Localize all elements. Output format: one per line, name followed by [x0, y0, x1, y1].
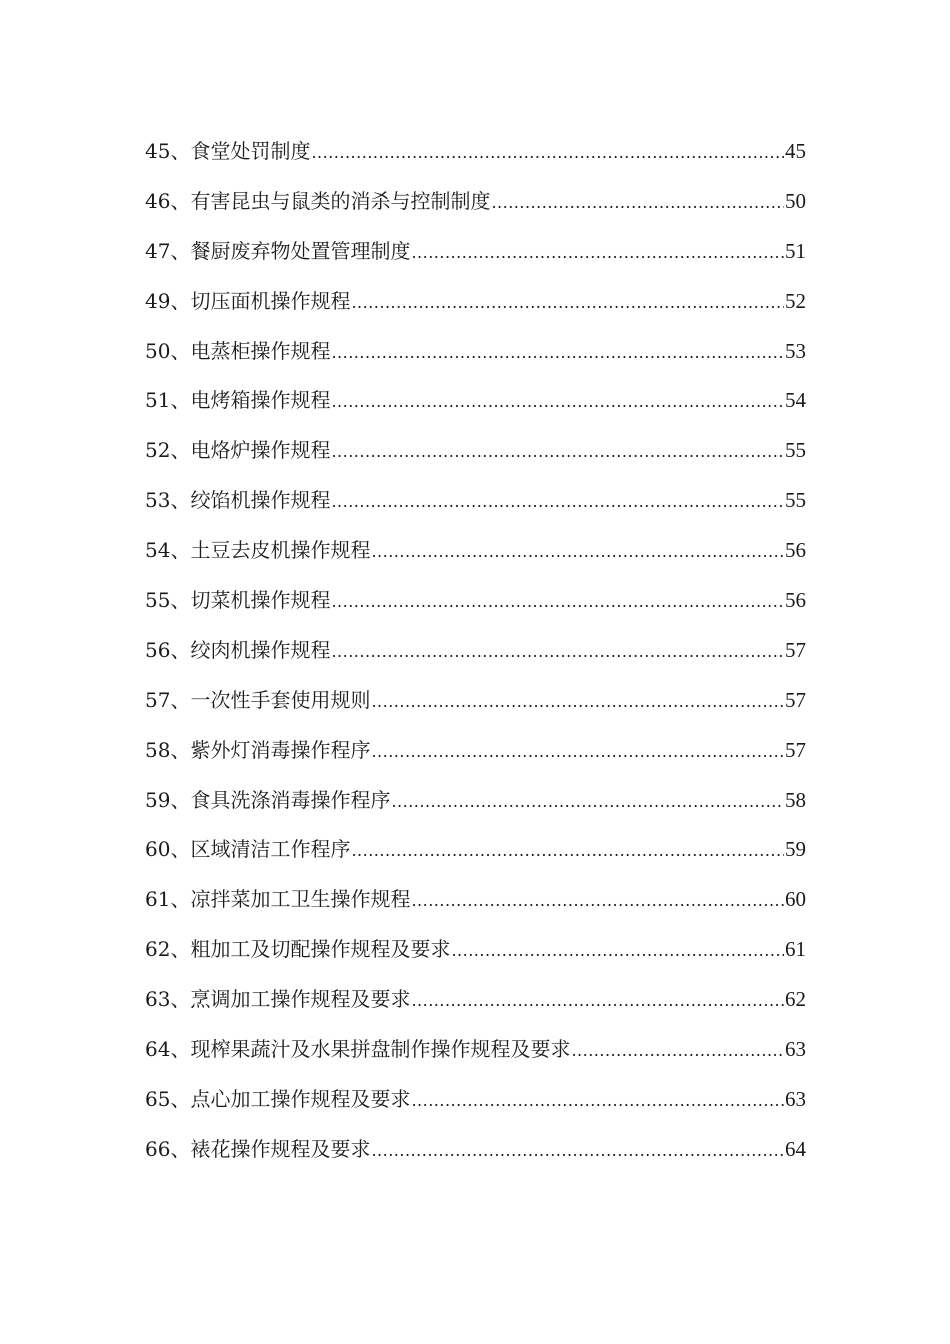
toc-entry-page: 52 [785, 288, 806, 313]
toc-dot-leader [411, 236, 784, 270]
toc-entry[interactable] [145, 832, 806, 882]
table-of-contents [145, 134, 806, 1182]
toc-entry[interactable] [145, 533, 806, 583]
toc-dot-leader [311, 136, 784, 170]
toc-entry-title: 59、食具洗涤消毒操作程序 [145, 787, 391, 812]
toc-dot-leader [331, 585, 784, 619]
toc-entry-page: 50 [785, 188, 806, 213]
toc-entry[interactable] [145, 433, 806, 483]
toc-entry[interactable] [145, 982, 806, 1032]
toc-entry[interactable] [145, 733, 806, 783]
toc-entry-page: 56 [785, 588, 806, 613]
toc-entry-page: 60 [785, 887, 806, 912]
toc-entry[interactable] [145, 334, 806, 384]
toc-entry-page: 61 [785, 937, 806, 962]
toc-dot-leader [331, 435, 784, 469]
toc-entry-page: 57 [785, 687, 806, 712]
toc-entry-title: 65、点心加工操作规程及要求 [145, 1086, 411, 1111]
toc-entry-title: 61、凉拌菜加工卫生操作规程 [145, 887, 411, 912]
toc-entry[interactable] [145, 1132, 806, 1182]
toc-dot-leader [451, 934, 784, 968]
toc-entry[interactable] [145, 284, 806, 334]
toc-entry[interactable] [145, 683, 806, 733]
toc-entry-page: 51 [785, 238, 806, 263]
toc-entry-page: 54 [785, 388, 806, 413]
toc-entry[interactable] [145, 383, 806, 433]
toc-entry[interactable] [145, 483, 806, 533]
toc-dot-leader [351, 834, 784, 868]
toc-entry[interactable] [145, 234, 806, 284]
toc-entry-page: 63 [785, 1037, 806, 1062]
toc-dot-leader [411, 984, 784, 1018]
toc-dot-leader [331, 385, 784, 419]
toc-dot-leader [391, 785, 784, 819]
toc-entry[interactable] [145, 932, 806, 982]
toc-entry[interactable] [145, 184, 806, 234]
toc-entry-title: 62、粗加工及切配操作规程及要求 [145, 937, 451, 962]
toc-entry-title: 52、电烙炉操作规程 [145, 438, 331, 463]
toc-entry-page: 53 [785, 338, 806, 363]
toc-dot-leader [411, 884, 784, 918]
toc-entry-page: 58 [785, 787, 806, 812]
toc-dot-leader [491, 186, 784, 220]
toc-entry-page: 62 [785, 987, 806, 1012]
toc-entry-page: 45 [785, 139, 806, 163]
toc-entry[interactable] [145, 882, 806, 932]
toc-entry-title: 66、裱花操作规程及要求 [145, 1136, 371, 1161]
toc-dot-leader [371, 1134, 784, 1168]
toc-entry-page: 57 [785, 737, 806, 762]
toc-entry[interactable] [145, 1082, 806, 1132]
toc-entry-title: 57、一次性手套使用规则 [145, 687, 371, 712]
toc-entry[interactable] [145, 1032, 806, 1082]
toc-entry-title: 46、有害昆虫与鼠类的消杀与控制制度 [145, 188, 491, 213]
toc-entry-page: 59 [785, 837, 806, 862]
toc-entry[interactable] [145, 134, 806, 184]
toc-entry-title: 54、土豆去皮机操作规程 [145, 538, 371, 563]
toc-entry-title: 58、紫外灯消毒操作程序 [145, 737, 371, 762]
toc-entry-page: 55 [785, 488, 806, 513]
toc-entry-page: 56 [785, 538, 806, 563]
toc-entry-page: 57 [785, 637, 806, 662]
toc-entry-title: 50、电蒸柜操作规程 [145, 338, 331, 363]
toc-entry[interactable] [145, 783, 806, 833]
toc-entry-title: 55、切菜机操作规程 [145, 588, 331, 613]
toc-entry-title: 51、电烤箱操作规程 [145, 388, 331, 413]
toc-dot-leader [411, 1084, 784, 1118]
toc-entry-title: 47、餐厨废弃物处置管理制度 [145, 238, 411, 263]
toc-entry[interactable] [145, 633, 806, 683]
toc-entry-title: 49、切压面机操作规程 [145, 288, 351, 313]
toc-dot-leader [331, 485, 784, 519]
toc-dot-leader [351, 286, 784, 320]
toc-entry-title: 45、食堂处罚制度 [145, 139, 311, 163]
toc-entry-title: 63、烹调加工操作规程及要求 [145, 987, 411, 1012]
toc-dot-leader [371, 535, 784, 569]
toc-entry-page: 64 [785, 1136, 806, 1161]
toc-dot-leader [331, 336, 784, 370]
toc-entry-page: 55 [785, 438, 806, 463]
toc-dot-leader [371, 735, 784, 769]
toc-entry-title: 56、绞肉机操作规程 [145, 637, 331, 662]
toc-dot-leader [571, 1034, 784, 1068]
toc-dot-leader [331, 635, 784, 669]
toc-entry-title: 60、区域清洁工作程序 [145, 837, 351, 862]
toc-entry-title: 53、绞馅机操作规程 [145, 488, 331, 513]
toc-dot-leader [371, 685, 784, 719]
toc-entry-page: 63 [785, 1086, 806, 1111]
toc-entry-title: 64、现榨果蔬汁及水果拼盘制作操作规程及要求 [145, 1037, 571, 1062]
toc-entry[interactable] [145, 583, 806, 633]
